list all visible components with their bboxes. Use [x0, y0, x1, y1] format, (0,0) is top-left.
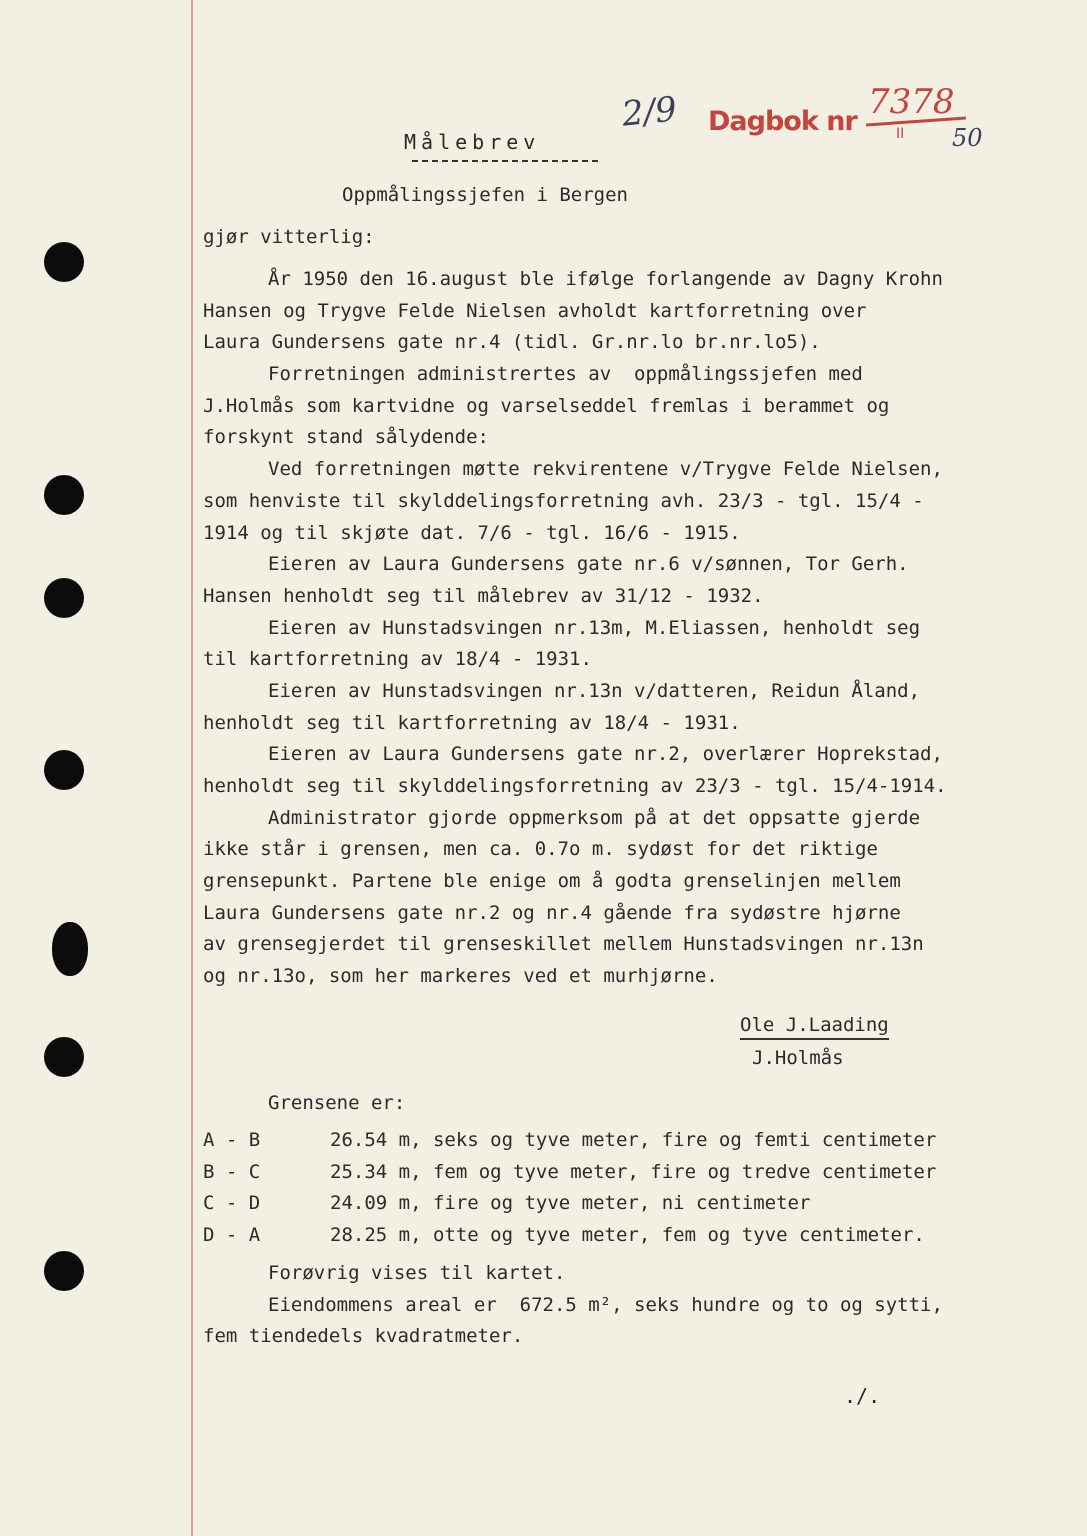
- border-description: 26.54 m, seks og tyve meter, fire og femti centimeter: [330, 1129, 937, 1151]
- document-title: Målebrev: [404, 130, 541, 154]
- body-line: Ved forretningen møtte rekvirentene v/Trygve Felde Nielsen,: [268, 458, 943, 481]
- body-line: År 1950 den 16.august ble ifølge forlangende av Dagny Krohn: [268, 268, 943, 290]
- stamp-mark: II: [896, 126, 905, 142]
- punch-hole: [44, 578, 84, 618]
- stamp-label: Dagbok nr: [708, 106, 857, 137]
- preamble: gjør vitterlig:: [203, 226, 375, 248]
- stamp-date: 2/9: [620, 89, 679, 135]
- body-line: Laura Gundersens gate nr.2 og nr.4 gående fra sydøstre hjørne: [203, 901, 901, 924]
- body-line: henholdt seg til skylddelingsforretning av 23/3 - tgl. 15/4-1914.: [203, 775, 947, 797]
- punch-hole: [44, 750, 84, 790]
- signature-secondary: J.Holmås: [752, 1047, 844, 1069]
- body-line: av grensegjerdet til grenseskillet mellem Hunstadsvingen nr.13n: [203, 933, 924, 956]
- stamp-year: 50: [952, 124, 983, 152]
- title-underline: [412, 160, 598, 162]
- punch-hole: [44, 1251, 84, 1291]
- border-description: 28.25 m, otte og tyve meter, fem og tyve centimeter.: [330, 1224, 925, 1247]
- punch-hole: [44, 475, 84, 515]
- punch-hole: [44, 242, 84, 282]
- body-line: Eieren av Hunstadsvingen nr.13m, M.Eliassen, henholdt seg: [268, 616, 921, 639]
- body-line: henholdt seg til kartforretning av 18/4 - 1931.: [203, 711, 741, 734]
- borders-table: [203, 1125, 936, 1252]
- closing-text: [203, 1258, 1043, 1353]
- border-row: [203, 1125, 936, 1157]
- body-line: Eieren av Hunstadsvingen nr.13n v/datteren, Reidun Åland,: [268, 679, 921, 702]
- closing-line: Forøvrig vises til kartet.: [268, 1262, 566, 1284]
- closing-line: Eiendommens areal er 672.5 m², seks hundre og to og sytti,: [268, 1293, 943, 1316]
- document-subtitle: Oppmålingssjefen i Bergen: [342, 184, 628, 206]
- body-line: Administrator gjorde oppmerksom på at det oppsatte gjerde: [268, 806, 921, 829]
- body-line: som henviste til skylddelingsforretning avh. 23/3 - tgl. 15/4 -: [203, 489, 924, 512]
- body-line: forskynt stand sålydende:: [203, 426, 489, 449]
- closing-line: fem tiendedels kvadratmeter.: [203, 1325, 524, 1348]
- body-line: Eieren av Laura Gundersens gate nr.6 v/sønnen, Tor Gerh.: [268, 553, 909, 576]
- continuation-mark: ./.: [844, 1384, 881, 1408]
- borders-intro: Grensene er:: [268, 1092, 406, 1114]
- border-row: [203, 1188, 936, 1220]
- body-line: Eieren av Laura Gundersens gate nr.2, overlærer Hoprekstad,: [268, 743, 943, 766]
- border-segment: C - D: [203, 1192, 261, 1215]
- signature-primary: Ole J.Laading: [740, 1014, 889, 1040]
- body-line: Hansen og Trygve Felde Nielsen avholdt kartforretning over: [203, 299, 867, 322]
- border-segment: A - B: [203, 1129, 261, 1151]
- margin-line: [191, 0, 193, 1536]
- body-line: grensepunkt. Partene ble enige om å godta grenselinjen mellem: [203, 870, 901, 893]
- body-line: og nr.13o, som her markeres ved et murhjørne.: [203, 965, 718, 988]
- border-row: [203, 1220, 936, 1252]
- stamp-number: 7378: [868, 82, 955, 122]
- border-segment: B - C: [203, 1160, 261, 1183]
- border-description: 25.34 m, fem og tyve meter, fire og tredve centimeter: [330, 1160, 937, 1183]
- border-row: [203, 1157, 936, 1189]
- border-segment: D - A: [203, 1224, 261, 1247]
- body-line: Forretningen administrertes av oppmålingssjefen med: [268, 363, 863, 386]
- body-line: J.Holmås som kartvidne og varselseddel fremlas i berammet og: [203, 394, 890, 417]
- punch-hole: [52, 922, 88, 976]
- body-line: Laura Gundersens gate nr.4 (tidl. Gr.nr.lo br.nr.lo5).: [203, 331, 821, 354]
- body-text: [203, 264, 1043, 993]
- body-line: Hansen henholdt seg til målebrev av 31/12 - 1932.: [203, 584, 764, 607]
- body-line: til kartforretning av 18/4 - 1931.: [203, 648, 592, 671]
- body-line: 1914 og til skjøte dat. 7/6 - tgl. 16/6 - 1915.: [203, 521, 741, 544]
- body-line: ikke står i grensen, men ca. 0.7o m. sydøst for det riktige: [203, 838, 878, 861]
- punch-hole: [44, 1037, 84, 1077]
- border-description: 24.09 m, fire og tyve meter, ni centimeter: [330, 1192, 811, 1215]
